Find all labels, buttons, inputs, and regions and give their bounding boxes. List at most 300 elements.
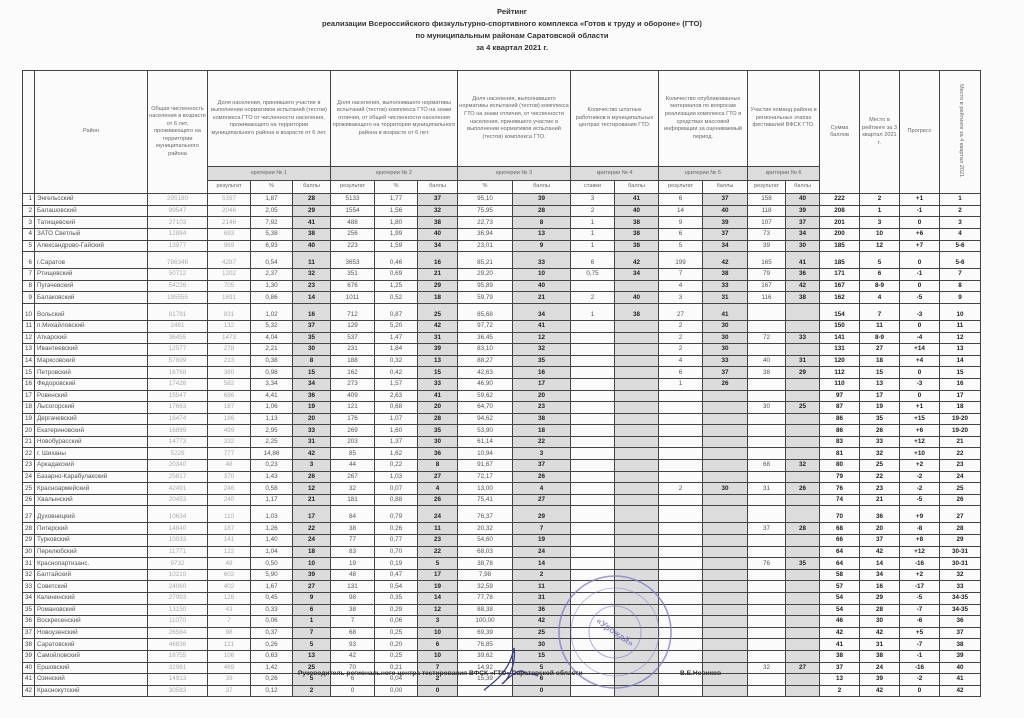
cell-sum: 37 [820, 662, 860, 674]
cell-place-q4: 30-31 [940, 546, 981, 558]
cell-place-q4: 36 [940, 616, 981, 628]
cell-place-q3: 1 [860, 205, 900, 217]
cell-sum: 222 [820, 194, 860, 206]
cell-c2-pct: 1,03 [375, 471, 418, 483]
cell-c1-points: 42 [293, 448, 331, 460]
cell-place-q4: 23 [940, 460, 981, 472]
cell-population: 81781 [148, 303, 208, 320]
title-line-3: по муниципальным районам Саратовской области [415, 31, 609, 40]
cell-index: 12 [23, 332, 35, 344]
cell-district: ЗАТО Светлый [35, 228, 148, 240]
cell-c1-points: 15 [293, 367, 331, 379]
cell-c4-rates: 1 [571, 303, 615, 320]
cell-c1-points: 6 [293, 604, 331, 616]
cell-c3-points: 8 [513, 217, 571, 229]
cell-c3-points: 6 [513, 674, 571, 686]
cell-index: 3 [23, 217, 35, 229]
cell-place-q4: 41 [940, 674, 981, 686]
cell-c1-result: 370 [208, 471, 251, 483]
cell-population: 15547 [148, 390, 208, 402]
cell-population: 20340 [148, 460, 208, 472]
cell-sum: 154 [820, 303, 860, 320]
cell-place-q4: 21 [940, 436, 981, 448]
cell-sum: 185 [820, 240, 860, 252]
cell-c6-points [786, 413, 820, 425]
cell-c3-points: 42 [513, 616, 571, 628]
cell-c2-points: 37 [418, 194, 458, 206]
cell-c3-points: 5 [513, 662, 571, 674]
cell-place-q4: 42 [940, 685, 981, 697]
cell-c3-points: 10 [513, 269, 571, 281]
cell-c1-result: 2046 [208, 205, 251, 217]
cell-c5-points: 26 [703, 378, 748, 390]
cell-district: Ершовский [35, 662, 148, 674]
cell-c2-pct: 0,29 [375, 604, 418, 616]
cell-c3-pct: 76,85 [458, 639, 513, 651]
cell-sum: 201 [820, 217, 860, 229]
cell-c6-points [786, 674, 820, 686]
table-row [23, 344, 981, 356]
cell-c1-points: 40 [293, 240, 331, 252]
cell-c3-pct: 59,79 [458, 292, 513, 304]
cell-c5-result [659, 523, 703, 535]
cell-c2-points: 0 [418, 685, 458, 697]
cell-c4-rates [571, 448, 615, 460]
cell-sum: 81 [820, 448, 860, 460]
cell-c1-result: 213 [208, 355, 251, 367]
cell-c1-result: 186 [208, 413, 251, 425]
cell-c3-points: 33 [513, 252, 571, 269]
cell-district: Новобурасский [35, 436, 148, 448]
cell-population: 2481 [148, 320, 208, 332]
cell-c2-pct: 0,70 [375, 546, 418, 558]
cell-c2-result: 488 [331, 217, 375, 229]
cell-c1-result: 5397 [208, 194, 251, 206]
cell-c6-points [786, 448, 820, 460]
cell-progress: -1 [900, 205, 940, 217]
cell-c5-points [703, 569, 748, 581]
cell-c2-points: 13 [418, 355, 458, 367]
cell-population: 36455 [148, 332, 208, 344]
cell-population: 786346 [148, 252, 208, 269]
cell-c5-points [703, 616, 748, 628]
cell-c4-rates [571, 460, 615, 472]
cell-c5-points: 30 [703, 344, 748, 356]
cell-c3-pct: 64,70 [458, 402, 513, 414]
table-row [23, 506, 981, 523]
cell-c6-points [786, 593, 820, 605]
cell-c2-result: 19 [331, 558, 375, 570]
cell-progress: -2 [900, 674, 940, 686]
cell-c2-points: 30 [418, 436, 458, 448]
cell-c1-pct: 0,37 [251, 627, 293, 639]
cell-sum: 87 [820, 402, 860, 414]
cell-progress: -7 [900, 604, 940, 616]
cell-c5-points [703, 471, 748, 483]
cell-c1-pct: 1,13 [251, 413, 293, 425]
cell-c2-points: 3 [418, 616, 458, 628]
cell-c2-result: 176 [331, 413, 375, 425]
table-row [23, 367, 981, 379]
cell-c5-points: 31 [703, 292, 748, 304]
cell-index: 25 [23, 483, 35, 495]
cell-c6-points: 42 [786, 280, 820, 292]
cell-place-q3: 14 [860, 558, 900, 570]
cell-sum: 38 [820, 650, 860, 662]
cell-c6-points: 30 [786, 240, 820, 252]
cell-place-q3: 42 [860, 627, 900, 639]
cell-c2-pct: 0,22 [375, 460, 418, 472]
cell-sum: 41 [820, 639, 860, 651]
cell-c4-points [615, 402, 659, 414]
cell-c6-result [748, 604, 786, 616]
header-place-q3: Место в рейтинге за 3 квартал 2021 г. [860, 71, 900, 194]
cell-population: 17663 [148, 402, 208, 414]
cell-place-q3: 11 [860, 320, 900, 332]
cell-c4-rates [571, 320, 615, 332]
cell-progress: +10 [900, 448, 940, 460]
cell-c6-points [786, 378, 820, 390]
cell-c4-rates [571, 425, 615, 437]
cell-c2-pct: 0,20 [375, 639, 418, 651]
cell-district: Ивантеевский [35, 344, 148, 356]
cell-sum: 208 [820, 205, 860, 217]
cell-c6-result: 76 [748, 558, 786, 570]
cell-place-q4: 24 [940, 471, 981, 483]
cell-index: 1 [23, 194, 35, 206]
cell-c6-points: 34 [786, 228, 820, 240]
cell-c2-points: 42 [418, 320, 458, 332]
cell-c5-points [703, 535, 748, 547]
cell-c3-points: 26 [513, 471, 571, 483]
cell-c1-points: 29 [293, 205, 331, 217]
cell-sum: 76 [820, 483, 860, 495]
cell-c6-points: 35 [786, 558, 820, 570]
cell-progress: 0 [900, 280, 940, 292]
cell-c4-points: 40 [615, 292, 659, 304]
cell-c6-points [786, 581, 820, 593]
cell-district: п.Михайловский [35, 320, 148, 332]
cell-c6-points: 26 [786, 483, 820, 495]
table-row [23, 355, 981, 367]
cell-progress: -1 [900, 650, 940, 662]
cell-c4-rates [571, 413, 615, 425]
cell-progress: -16 [900, 662, 940, 674]
cell-index: 11 [23, 320, 35, 332]
cell-c6-points: 40 [786, 194, 820, 206]
cell-c6-points: 37 [786, 217, 820, 229]
cell-sum: 46 [820, 616, 860, 628]
cell-c3-pct: 88,27 [458, 355, 513, 367]
cell-c2-points: 18 [418, 292, 458, 304]
cell-c2-pct: 0,68 [375, 402, 418, 414]
cell-c5-result: 14 [659, 205, 703, 217]
cell-c1-points: 41 [293, 217, 331, 229]
cell-c6-points [786, 494, 820, 506]
cell-c2-result: 38 [331, 523, 375, 535]
cell-place-q4: 18 [940, 402, 981, 414]
table-row [23, 593, 981, 605]
cell-place-q4: 8 [940, 280, 981, 292]
cell-c3-pct: 54,60 [458, 535, 513, 547]
cell-c6-result [748, 593, 786, 605]
cell-c2-points: 8 [418, 460, 458, 472]
cell-place-q4: 16 [940, 378, 981, 390]
cell-c6-result [748, 581, 786, 593]
cell-c2-result: 98 [331, 593, 375, 605]
cell-c4-points [615, 448, 659, 460]
cell-c5-result [659, 471, 703, 483]
cell-place-q3: 16 [860, 581, 900, 593]
cell-place-q4: 15 [940, 367, 981, 379]
cell-index: 21 [23, 436, 35, 448]
cell-c1-pct: 0,54 [251, 252, 293, 269]
table-row [23, 292, 981, 304]
table-row [23, 546, 981, 558]
cell-c6-points [786, 436, 820, 448]
cell-place-q3: 29 [860, 593, 900, 605]
cell-c5-result [659, 402, 703, 414]
cell-c6-result [748, 413, 786, 425]
cell-c1-points: 5 [293, 674, 331, 686]
cell-c1-points: 31 [293, 436, 331, 448]
cell-c2-points: 29 [418, 280, 458, 292]
cell-c1-pct: 3,34 [251, 378, 293, 390]
cell-c5-result: 9 [659, 217, 703, 229]
cell-c2-pct: 0,26 [375, 523, 418, 535]
cell-c1-points: 21 [293, 494, 331, 506]
cell-index: 42 [23, 685, 35, 697]
cell-c6-result: 118 [748, 205, 786, 217]
cell-progress: -2 [900, 483, 940, 495]
cell-c6-points [786, 320, 820, 332]
cell-c2-result: 70 [331, 662, 375, 674]
cell-c5-points [703, 593, 748, 605]
cell-progress: -4 [900, 332, 940, 344]
table-row [23, 240, 981, 252]
cell-c6-points: 31 [786, 355, 820, 367]
cell-c5-result [659, 390, 703, 402]
cell-c6-result: 39 [748, 240, 786, 252]
cell-c5-result [659, 448, 703, 460]
cell-place-q3: 37 [860, 535, 900, 547]
cell-c6-points [786, 616, 820, 628]
header-c5-points: баллы [703, 180, 748, 194]
cell-c2-pct: 0,47 [375, 569, 418, 581]
cell-c1-points: 33 [293, 425, 331, 437]
cell-c4-rates [571, 436, 615, 448]
cell-c4-points [615, 460, 659, 472]
cell-c5-points [703, 425, 748, 437]
cell-c3-points: 36 [513, 604, 571, 616]
cell-c3-points: 41 [513, 320, 571, 332]
cell-c6-result: 167 [748, 280, 786, 292]
cell-c4-points [615, 320, 659, 332]
cell-c2-points: 7 [418, 662, 458, 674]
cell-c2-pct: 0,32 [375, 355, 418, 367]
cell-place-q3: 19 [860, 402, 900, 414]
cell-c2-result: 188 [331, 355, 375, 367]
rating-table [22, 70, 981, 697]
cell-c6-result: 32 [748, 662, 786, 674]
header-c2-points: баллы [418, 180, 458, 194]
cell-c6-result: 68 [748, 460, 786, 472]
cell-c4-rates: 1 [571, 228, 615, 240]
cell-c4-rates [571, 523, 615, 535]
cell-c1-pct: 2,37 [251, 269, 293, 281]
cell-sum: 58 [820, 569, 860, 581]
cell-c5-points: 30 [703, 320, 748, 332]
cell-progress: +4 [900, 355, 940, 367]
cell-c1-pct: 0,86 [251, 292, 293, 304]
cell-c1-result: 7 [208, 616, 251, 628]
cell-c2-result: 44 [331, 460, 375, 472]
cell-c5-points [703, 436, 748, 448]
cell-place-q4: 9 [940, 292, 981, 304]
cell-c1-result: 4287 [208, 252, 251, 269]
cell-district: Базарно-Карабулакский [35, 471, 148, 483]
cell-c4-points [615, 280, 659, 292]
cell-c2-pct: 2,63 [375, 390, 418, 402]
cell-c6-result: 38 [748, 367, 786, 379]
cell-c4-rates [571, 378, 615, 390]
cell-c5-result: 1 [659, 378, 703, 390]
cell-c3-points: 12 [513, 332, 571, 344]
cell-c2-pct: 0,21 [375, 662, 418, 674]
cell-c1-points: 23 [293, 280, 331, 292]
cell-c3-pct: 76,37 [458, 506, 513, 523]
cell-c2-result: 231 [331, 344, 375, 356]
cell-population: 32961 [148, 662, 208, 674]
cell-c5-points: 38 [703, 269, 748, 281]
header-district: Район [35, 71, 148, 194]
cell-c2-points: 36 [418, 448, 458, 460]
cell-c3-pct: 94,62 [458, 413, 513, 425]
cell-c6-points [786, 639, 820, 651]
header-criterion-5-desc: Количество опубликованных материалов по вопросам реализации комплекса ГТО в средствах массовой информации за оцениваемый период. [659, 71, 748, 167]
cell-c3-pct: 75,41 [458, 494, 513, 506]
signature [480, 638, 550, 698]
cell-c4-rates [571, 558, 615, 570]
cell-c3-pct: 53,90 [458, 425, 513, 437]
cell-progress: -5 [900, 292, 940, 304]
cell-c2-result: 84 [331, 506, 375, 523]
cell-c4-rates: 1 [571, 217, 615, 229]
cell-progress: +8 [900, 535, 940, 547]
cell-c5-result: 6 [659, 228, 703, 240]
cell-place-q4: 3 [940, 217, 981, 229]
cell-sum: 185 [820, 252, 860, 269]
cell-progress: +1 [900, 402, 940, 414]
header-progress: Прогресс [900, 71, 940, 194]
cell-c3-pct: 69,39 [458, 627, 513, 639]
cell-c2-points: 38 [418, 217, 458, 229]
cell-c4-rates [571, 494, 615, 506]
cell-c2-pct: 0,04 [375, 674, 418, 686]
cell-c4-points: 34 [615, 269, 659, 281]
cell-c5-points [703, 523, 748, 535]
cell-c6-points [786, 569, 820, 581]
cell-population: 5228 [148, 448, 208, 460]
cell-c5-points [703, 627, 748, 639]
cell-c6-points: 38 [786, 292, 820, 304]
header-c4-points: баллы [615, 180, 659, 194]
cell-c1-points: 12 [293, 483, 331, 495]
cell-c1-result: 831 [208, 303, 251, 320]
cell-place-q4: 14 [940, 355, 981, 367]
cell-sum: 54 [820, 593, 860, 605]
title-line-2: реализации Всероссийского физкультурно-спортивного комплекса «Готов к труду и обороне» (ГТО) [322, 19, 702, 28]
cell-c1-result: 582 [208, 378, 251, 390]
cell-c6-points: 39 [786, 205, 820, 217]
cell-progress: 0 [900, 217, 940, 229]
cell-c4-points: 42 [615, 252, 659, 269]
cell-c4-rates [571, 332, 615, 344]
cell-c4-points [615, 436, 659, 448]
cell-c2-points: 14 [418, 593, 458, 605]
cell-place-q4: 38 [940, 639, 981, 651]
cell-c1-pct: 1,42 [251, 662, 293, 674]
cell-c4-points [615, 506, 659, 523]
cell-c3-pct: 68,03 [458, 546, 513, 558]
cell-index: 16 [23, 378, 35, 390]
cell-c4-points [615, 483, 659, 495]
header-criterion-3: критерии № 3 [458, 167, 571, 181]
cell-c1-pct: 0,98 [251, 367, 293, 379]
cell-index: 10 [23, 303, 35, 320]
cell-place-q3: 25 [860, 460, 900, 472]
document-title [0, 6, 1024, 54]
header-c3-points: баллы [513, 180, 571, 194]
cell-place-q4: 34-35 [940, 604, 981, 616]
cell-population: 195555 [148, 292, 208, 304]
header-place-q4-label: Место в рейтинге за 4 квартал 2021 [957, 83, 964, 177]
cell-c1-result: 693 [208, 228, 251, 240]
cell-c6-points [786, 546, 820, 558]
cell-c4-rates [571, 280, 615, 292]
cell-c1-result: 43 [208, 604, 251, 616]
cell-c1-result: 332 [208, 436, 251, 448]
cell-progress: -8 [900, 523, 940, 535]
table-row [23, 448, 981, 460]
cell-c4-points [615, 535, 659, 547]
cell-c3-points: 4 [513, 483, 571, 495]
cell-c2-pct: 1,56 [375, 205, 418, 217]
cell-population: 14913 [148, 674, 208, 686]
cell-c1-pct: 2,21 [251, 344, 293, 356]
cell-c2-pct: 1,77 [375, 194, 418, 206]
cell-c2-result: 7 [331, 616, 375, 628]
cell-c6-result [748, 303, 786, 320]
cell-c2-result: 537 [331, 332, 375, 344]
cell-population: 14773 [148, 436, 208, 448]
cell-index: 39 [23, 650, 35, 662]
cell-c3-pct: 77,78 [458, 593, 513, 605]
cell-c2-result: 6 [331, 674, 375, 686]
table-row [23, 269, 981, 281]
cell-c3-points: 27 [513, 494, 571, 506]
footer-name: В.Е.Новиков [680, 670, 722, 677]
cell-c1-pct: 14,86 [251, 448, 293, 460]
cell-c6-points: 27 [786, 662, 820, 674]
table-row [23, 558, 981, 570]
cell-population: 54226 [148, 280, 208, 292]
cell-c2-points: 35 [418, 425, 458, 437]
cell-c3-pct: 95,10 [458, 194, 513, 206]
cell-c4-rates [571, 367, 615, 379]
cell-place-q4: 17 [940, 390, 981, 402]
cell-place-q3: 27 [860, 344, 900, 356]
